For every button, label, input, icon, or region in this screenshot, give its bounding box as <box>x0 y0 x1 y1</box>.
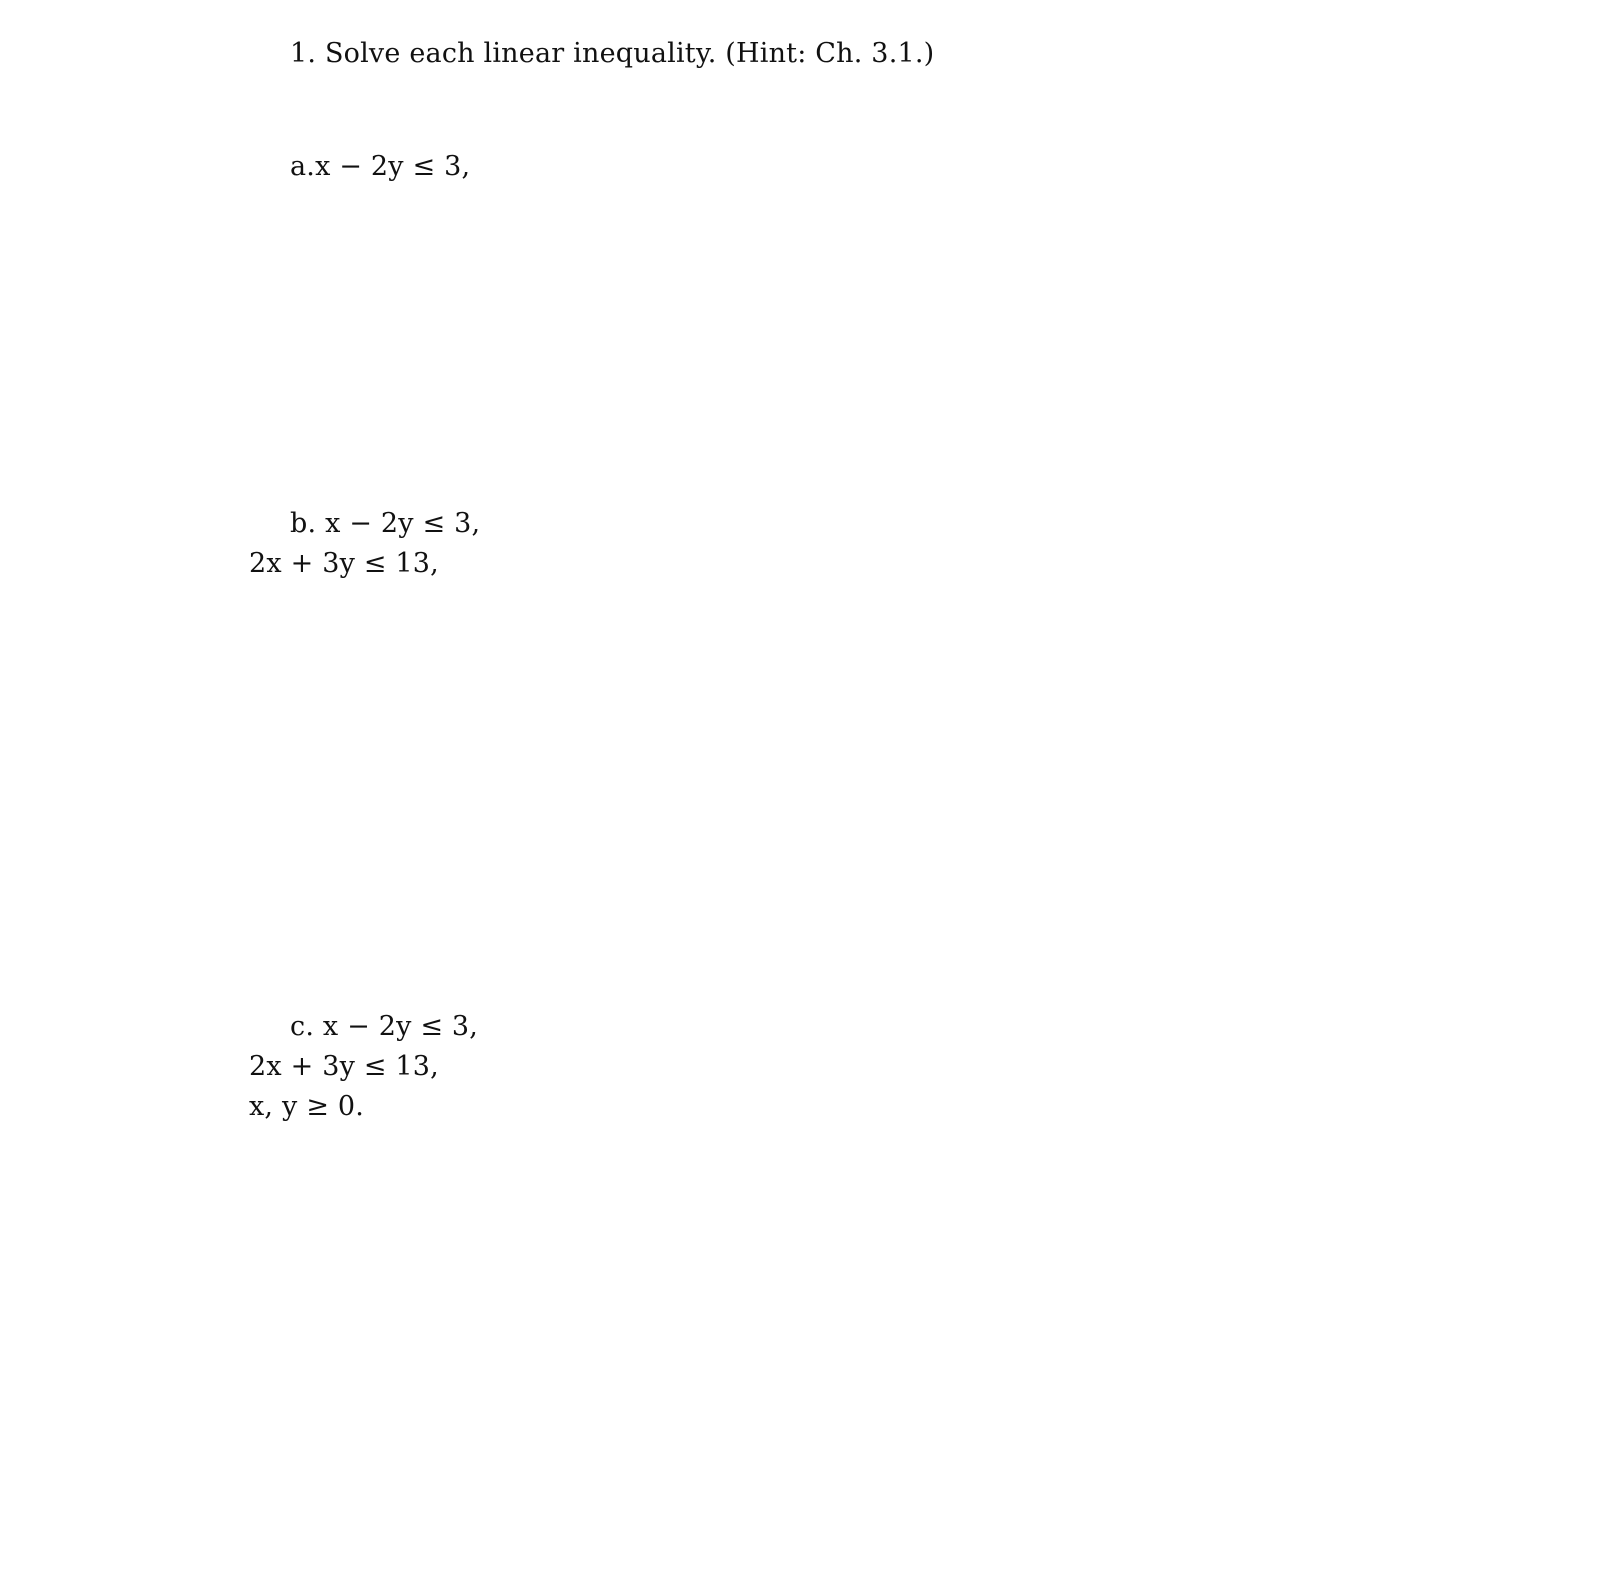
part-a-label: a. <box>290 151 316 182</box>
part-a <box>290 150 470 184</box>
part-c-inequality-1: x − 2y ≤ 3, <box>322 1011 479 1042</box>
part-b-label: b. <box>290 508 326 539</box>
part-c <box>290 1010 478 1044</box>
part-b <box>290 507 480 541</box>
part-c-inequality-2: 2x + 3y ≤ 13, <box>249 1051 439 1082</box>
part-b-inequality-2: 2x + 3y ≤ 13, <box>249 548 439 579</box>
problem-title: 1. Solve each linear inequality. (Hint: Ch. 3.1.) <box>290 38 935 69</box>
part-c-label: c. <box>290 1011 323 1042</box>
part-c-inequality-3: x, y ≥ 0. <box>249 1091 364 1122</box>
part-a-inequality-1: x − 2y ≤ 3, <box>315 151 471 182</box>
part-b-inequality-1: x − 2y ≤ 3, <box>325 508 481 539</box>
